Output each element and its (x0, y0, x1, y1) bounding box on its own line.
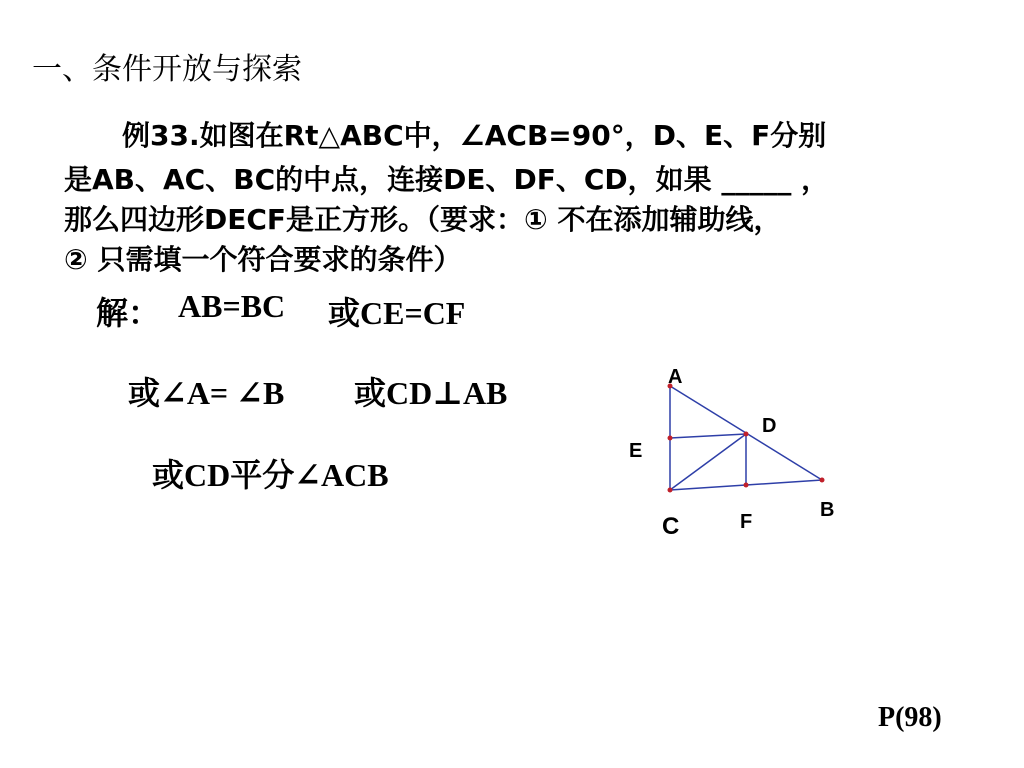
label-f: F (740, 511, 753, 533)
answer-ce-cf: 或CE=CF (328, 295, 466, 331)
label-a: A (668, 366, 683, 388)
point-c (668, 488, 673, 493)
label-c: C (662, 513, 680, 540)
problem-line-1: 例33.如图在Rt△ABC中，∠ACB=90°，D、E、F分别 (122, 119, 827, 152)
point-b (820, 478, 825, 483)
segment-cd (670, 434, 746, 490)
triangle-diagram (600, 350, 860, 550)
label-d: D (762, 415, 777, 437)
problem-line-4: ② 只需填一个符合要求的条件） (64, 243, 462, 276)
answer-cd-bisects-acb: 或CD平分∠ACB (152, 457, 389, 493)
point-f (744, 483, 749, 488)
section-heading: 一、条件开放与探索 (32, 52, 302, 87)
solution-label: 解： (96, 295, 161, 331)
segment-de (670, 434, 746, 438)
problem-line-2: 是AB、AC、BC的中点，连接DE、DF、CD，如果 _____ ， (64, 163, 830, 196)
point-e (668, 436, 673, 441)
page-reference: P(98) (878, 702, 942, 733)
label-b: B (820, 499, 835, 521)
answer-ab-bc: AB=BC (178, 288, 286, 324)
answer-cd-perp-ab: 或CD⊥AB (354, 375, 508, 411)
answer-angle-a-b: 或∠A= ∠B (128, 375, 285, 411)
point-d (744, 432, 749, 437)
label-e: E (629, 440, 643, 462)
problem-line-3: 那么四边形DECF是正方形。（要求：① 不在添加辅助线， (64, 203, 782, 236)
